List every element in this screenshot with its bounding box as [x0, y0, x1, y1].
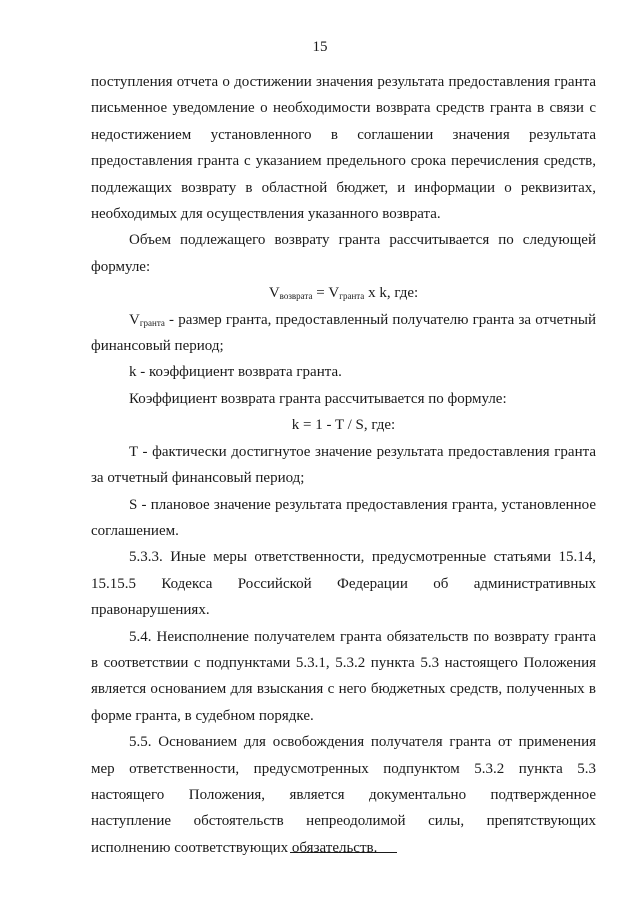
definition-v-text: - размер гранта, предоставленный получателю гранта за отчетный финансовый период; [91, 311, 596, 355]
formula-equals: = [312, 285, 329, 302]
definition-v-grant [91, 307, 596, 360]
paragraph-continuation: поступления отчета о достижении значения результата предоставления гранта письменное уведомление о необходимости возврата средств гранта в связи с недостижением установленного в соглашении значения результата предоставления гранта с указанием предельного срока перечисления средств, подлежащих возврату в областной бюджет, и информации о реквизитах, необходимых для осуществления указанного возврата. [91, 74, 596, 223]
formula-rest: x k, где: [364, 285, 419, 302]
formula-subscript-refund: возврата [279, 291, 313, 302]
paragraph-coefficient-intro: Коэффициент возврата гранта рассчитывается по формуле: [129, 390, 507, 407]
paragraph-5-3-3: 5.3.3. Иные меры ответственности, предусмотренные статьями 15.14, 15.15.5 Кодекса Российской Федерации об административных правонарушениях. [91, 549, 596, 619]
definition-k: k - коэффициент возврата гранта. [129, 364, 342, 381]
formula-symbol-v-grant: V [328, 285, 340, 302]
formula-subscript-grant: гранта [339, 291, 365, 302]
closing-rule [290, 852, 397, 853]
page-number: 15 [312, 39, 328, 55]
definition-s: S - плановое значение результата предоставления гранта, установленное соглашением. [91, 496, 596, 539]
definition-v-symbol: V [129, 311, 140, 328]
formula-refund-amount [91, 280, 596, 306]
paragraph-formula-intro: Объем подлежащего возврату гранта рассчитывается по следующей формуле: [91, 232, 596, 275]
paragraph-5-4: 5.4. Неисполнение получателем гранта обязательств по возврату гранта в соответствии с подпунктами 5.3.1, 5.3.2 пункта 5.3 настоящего Положения является основанием для взыскания с него бюджетных средств, полученных в форме гранта, в судебном порядке. [91, 628, 596, 724]
paragraph-5-5: 5.5. Основанием для освобождения получателя гранта от применения мер ответственности, предусмотренных подпунктом 5.3.2 пункта 5.3 настоящего Положения, является документально подтвержденное наступление обстоятельств непреодолимой силы, препятствующих исполнению соответствующих обязательств. [91, 734, 596, 856]
definition-t: T - фактически достигнутое значение результата предоставления гранта за отчетный финансовый период; [91, 443, 596, 487]
document-body [91, 69, 596, 861]
definition-v-subscript: гранта [139, 317, 165, 328]
formula-symbol-v: V [268, 285, 280, 302]
formula-coefficient: k = 1 - T / S, где: [291, 417, 396, 434]
